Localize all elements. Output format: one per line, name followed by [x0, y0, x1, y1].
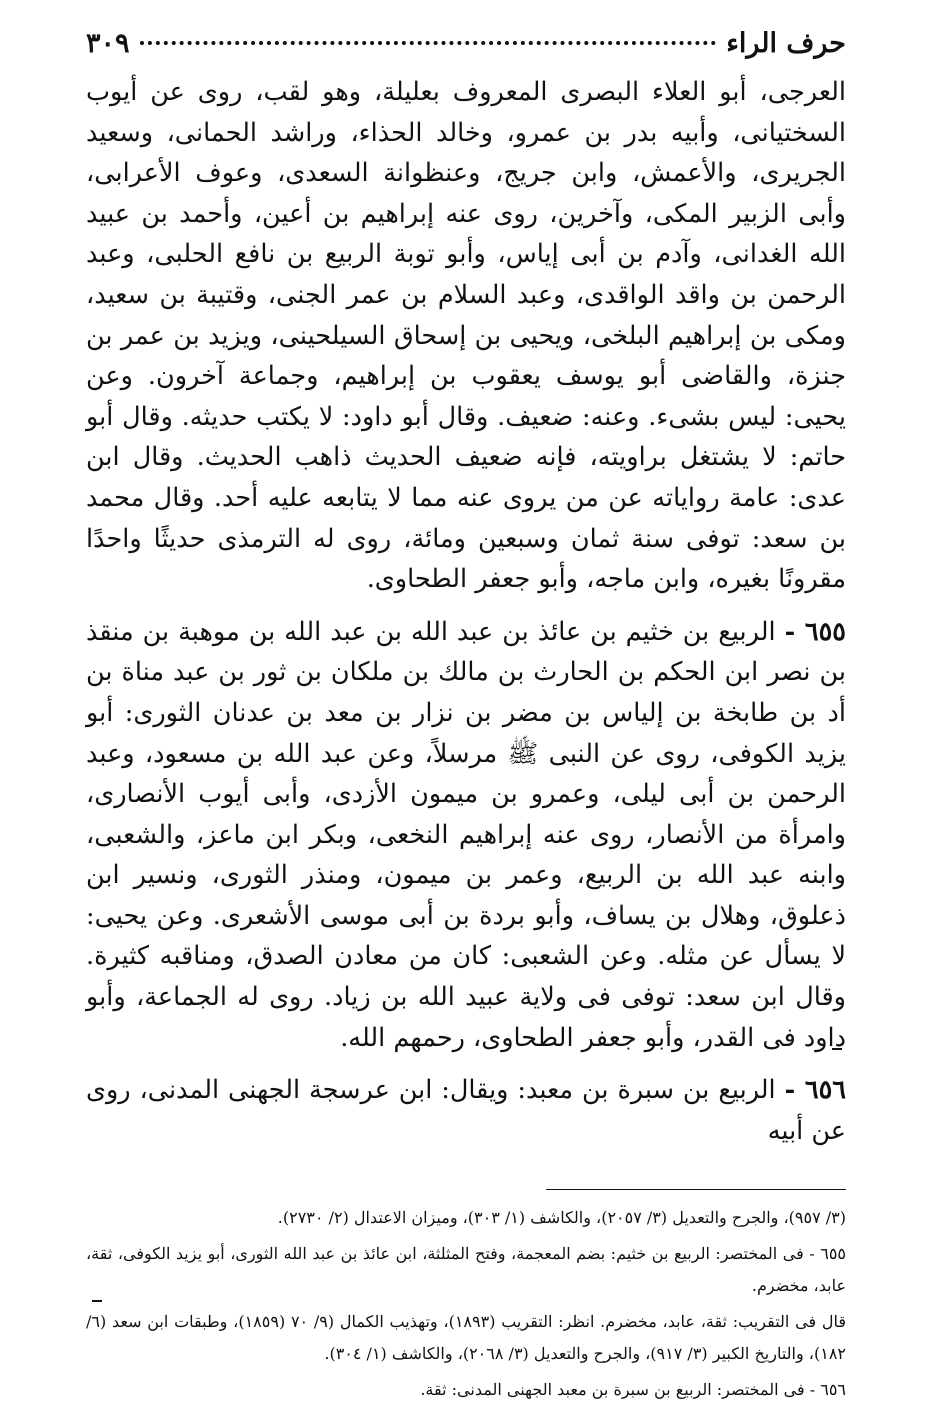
entry-text: الربيع بن خثيم بن عائذ بن عبد الله بن عبد الله بن موهبة بن منقذ بن نصر ابن الحكم بن الحارث بن مالك بن ملكان بن ثور بن عبد مناة بن أد بن طابخة بن إلياس بن مضر بن نزار بن معد بن عدنان الثورى: أبو يزيد الكوفى، روى عن النبى ﷺ مرسلاً، وعن عبد الله بن مسعود، وعبد الرحمن بن أبى ليلى، وعمرو بن ميمون الأزدى، وأبى أيوب الأنصارى، وامرأة من الأنصار، روى عنه إبراهيم النخعى، وبكر ابن ماعز، والشعبى، وابنه عبد الله بن الربيع، وعمر بن ميمون، ومنذر الثورى، ونسير ابن ذعلوق، وهلال بن يساف، وأبو بردة بن أبى موسى الأشعرى. وعن يحيى: لا يسأل عن مثله. وعن الشعبى: كان من معادن الصدق، ومناقبه كثيرة. وقال ابن سعد: توفى فى ولاية عبيد الله بن زياد. روى له الجماعة، وأبو داود فى القدر، وأبو جعفر الطحاوى، رحمهم الله. [86, 616, 846, 1053]
footnote-656: ٦٥٦ - فى المختصر: الربيع بن سبرة بن معبد الجهنى المدنى: ثقة. [420, 1380, 846, 1400]
footnote-continued: (٣/ ٩٥٧)، والجرح والتعديل (٣/ ٢٠٥٧)، والكاشف (١/ ٣٠٣)، وميزان الاعتدال (٢/ ٢٧٣٠). [277, 1208, 846, 1228]
entry-655 [86, 612, 846, 1059]
continued-paragraph: العرجى، أبو العلاء البصرى المعروف بعليلة، وهو لقب، روى عن أيوب السختيانى، وأبيه بدر بن عمرو، وخالد الحذاء، وراشد الحمانى، وسعيد الجريرى، والأعمش، وابن جريج، وعنظوانة السعدى، وعوف الأعرابى، وأبى الزبير المكى، وآخرين، روى عنه إبراهيم بن أعين، وأحمد بن عبيد الله الغدانى، وآدم بن أبى إياس، وأبو توبة الربيع بن نافع الحلبى، وعبد الرحمن بن واقد الواقدى، وعبد السلام بن عمر الجنى، وقتيبة بن سعيد، ومكى بن إبراهيم البلخى، ويحيى بن إسحاق السيلحينى، ويزيد بن عمر بن جنزة، والقاضى أبو يوسف يعقوب بن إبراهيم، وجماعة آخرون. وعن يحيى: ليس بشىء. وعنه: ضعيف. وقال أبو داود: لا يكتب حديثه. وقال أبو حاتم: لا يشتغل براويته، فإنه ضعيف الحديث ذاهب الحديث. وقال ابن عدى: عامة رواياته عن من يروى عنه مما لا يتابعه عليه أحد. وقال محمد بن سعد: توفى سنة ثمان وسبعين ومائة، روى له الترمذى حديثًا واحدًا مقرونًا بغيره، وابن ماجه، وأبو جعفر الطحاوى. [86, 77, 846, 595]
footnote-divider [546, 1189, 846, 1190]
entry-number: ٦٥٦ - [784, 1075, 846, 1106]
margin-dash-mark [92, 1300, 102, 1302]
chapter-title: حرف الراء [726, 28, 846, 59]
margin-dash-mark [832, 1048, 842, 1050]
entry-text: الربيع بن سبرة بن معبد: ويقال: ابن عرسجة الجهنى المدنى، روى عن أبيه [86, 1075, 846, 1146]
running-header [86, 28, 846, 72]
dotted-leader [140, 41, 717, 45]
entry-656 [86, 1070, 846, 1151]
footnotes [86, 1202, 846, 1406]
footnote-655-taqrib: قال فى التقريب: ثقة، عابد، مخضرم. انظر: التقريب (١٨٩٣)، وتهذيب الكمال (٩/ ٧٠ (١٨٥٩)، وطبقات ابن سعد (٦/ ١٨٢)، والتاريخ الكبير (٣/ ٩١٧)، والجرح والتعديل (٣/ ٢٠٦٨)، والكاشف (١/ ٣٠٤). [86, 1312, 847, 1364]
entry-number: ٦٥٥ - [784, 616, 846, 647]
page-number: ٣٠٩ [86, 28, 130, 59]
main-text [86, 72, 846, 1151]
footnote-655: ٦٥٥ - فى المختصر: الربيع بن خثيم: بضم المعجمة، وفتح المثلثة، ابن عائذ بن عبد الله الثورى، أبو يزيد الكوفى، ثقة، عابد، مخضرم. [86, 1244, 846, 1296]
